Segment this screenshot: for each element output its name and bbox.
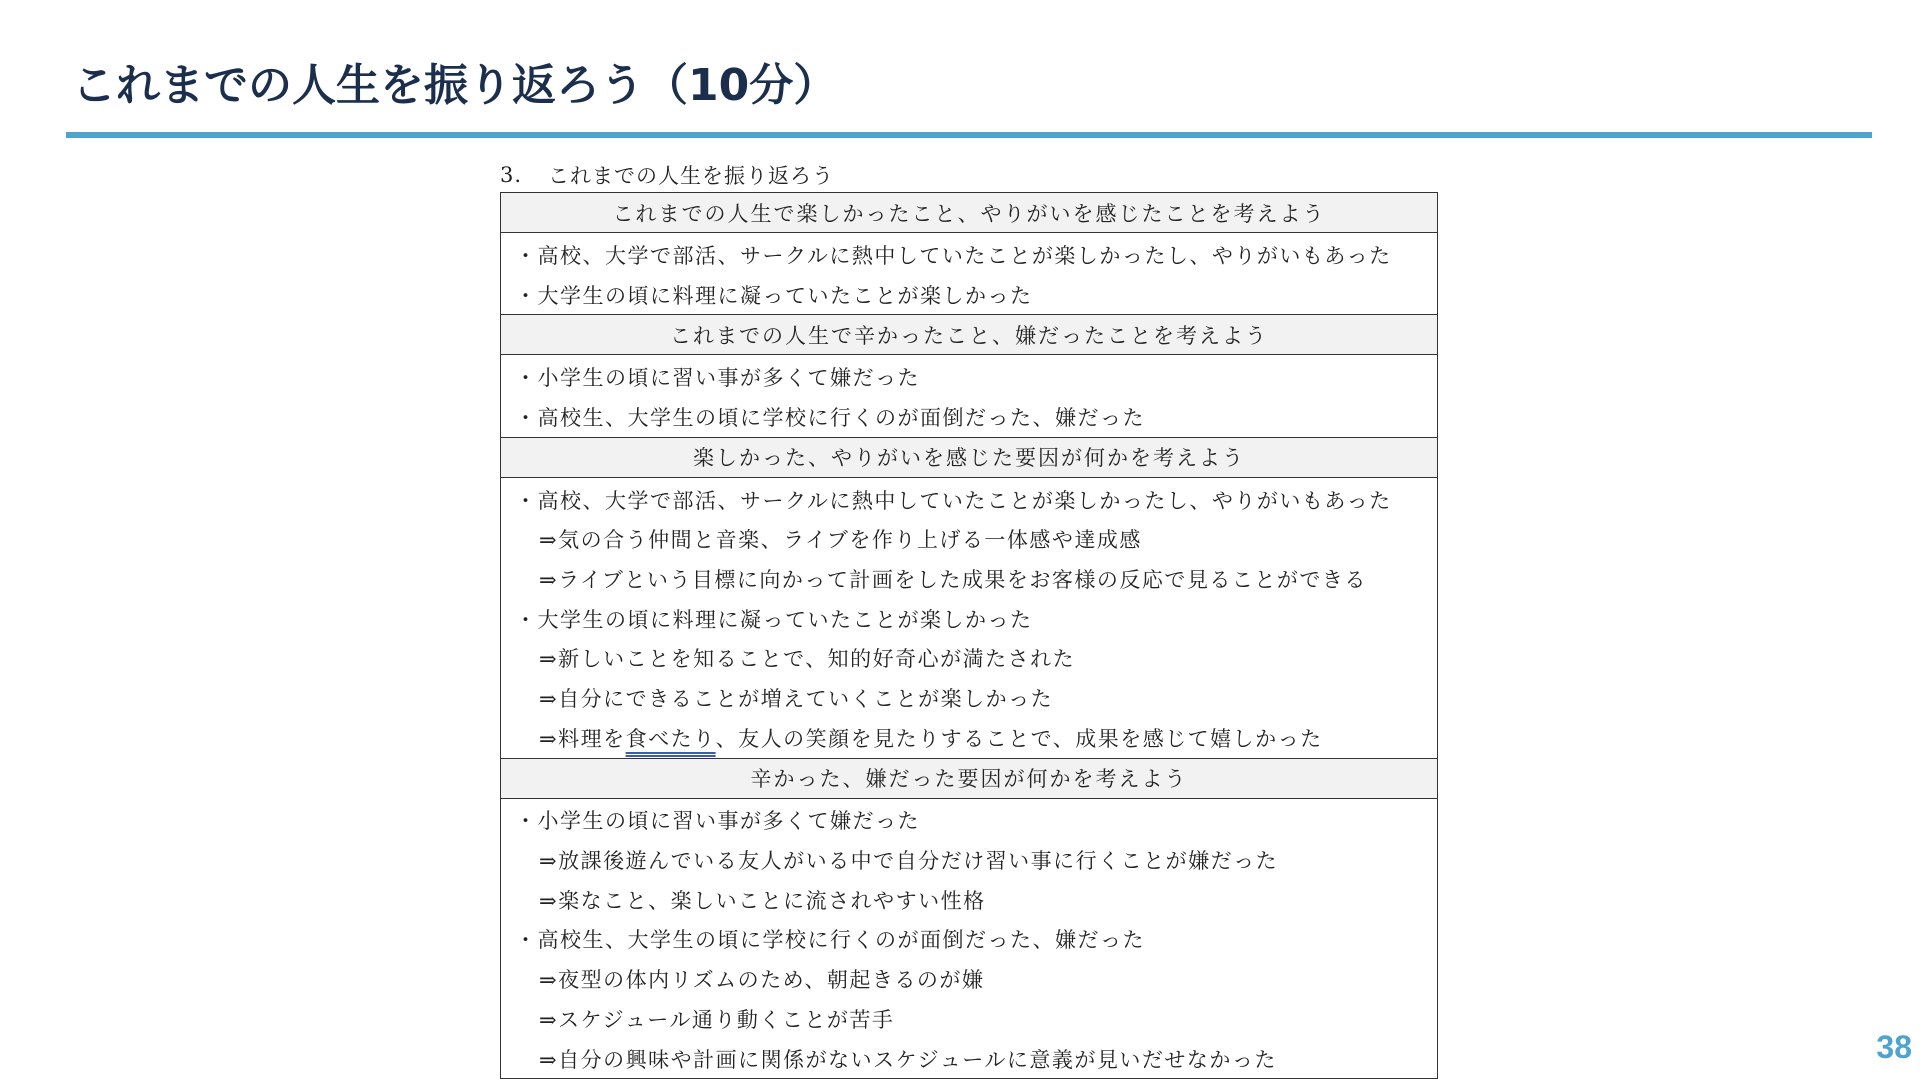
- document-heading-number: 3.: [500, 163, 523, 187]
- table-line: ・小学生の頃に習い事が多くて嫌だった: [515, 366, 920, 391]
- table-line: ⇒ライブという目標に向かって計画をした成果をお客様の反応で見ることができる: [539, 567, 1367, 592]
- table-line-underlined: [501, 718, 1437, 758]
- table-line: ・小学生の頃に習い事が多くて嫌だった: [515, 809, 920, 834]
- slide-title: これまでの人生を振り返ろう（10分）: [72, 60, 838, 111]
- line-text-after: 、友人の笑顔を見たりすることで、成果を感じて嬉しかった: [715, 726, 1323, 751]
- table-line: ・大学生の頃に料理に凝っていたことが楽しかった: [515, 283, 1033, 308]
- table-line: ・高校、大学で部活、サークルに熱中していたことが楽しかったし、やりがいもあった: [515, 488, 1392, 513]
- table-line: ⇒スケジュール通り動くことが苦手: [539, 1007, 895, 1032]
- table-line: ⇒楽なこと、楽しいことに流されやすい性格: [539, 888, 986, 913]
- table-line: ・高校生、大学生の頃に学校に行くのが面倒だった、嫌だった: [515, 405, 1145, 430]
- table-line: ・高校、大学で部活、サークルに熱中していたことが楽しかったし、やりがいもあった: [515, 243, 1392, 268]
- underlined-text: 食べたり: [625, 726, 716, 751]
- document-image: [500, 158, 1438, 1079]
- table-line: ⇒放課後遊んでいる友人がいる中で自分だけ習い事に行くことが嫌だった: [539, 849, 1279, 874]
- section-header-enjoyable: これまでの人生で楽しかったこと、やりがいを感じたことを考えよう: [501, 193, 1437, 233]
- section-body-enjoyable: [501, 233, 1437, 315]
- document-heading: [500, 158, 1438, 192]
- table-line: ⇒自分にできることが増えていくことが楽しかった: [539, 687, 1054, 712]
- section-header-hard: これまでの人生で辛かったこと、嫌だったことを考えよう: [501, 315, 1437, 355]
- section-body-hard-factors: [501, 799, 1437, 1079]
- section-header-hard-factors: 辛かった、嫌だった要因が何かを考えよう: [501, 759, 1437, 799]
- section-header-enjoyable-factors: 楽しかった、やりがいを感じた要因が何かを考えよう: [501, 438, 1437, 478]
- table-line: ⇒夜型の体内リズムのため、朝起きるのが嫌: [539, 968, 985, 993]
- section-body-hard: [501, 355, 1437, 437]
- title-underline-rule: [66, 132, 1872, 138]
- table-line: ⇒新しいことを知ることで、知的好奇心が満たされた: [539, 647, 1076, 672]
- reflection-table: [500, 192, 1438, 1079]
- table-line: ・高校生、大学生の頃に学校に行くのが面倒だった、嫌だった: [515, 928, 1145, 953]
- table-line: ⇒自分の興味や計画に関係がないスケジュールに意義が見いだせなかった: [539, 1047, 1277, 1072]
- document-heading-text: これまでの人生を振り返ろう: [548, 164, 834, 188]
- table-line: ・大学生の頃に料理に凝っていたことが楽しかった: [515, 607, 1033, 632]
- line-text-before: ⇒料理を: [539, 726, 626, 751]
- section-body-enjoyable-factors: [501, 478, 1437, 759]
- page-number: 38: [1876, 1029, 1912, 1065]
- table-line: ⇒気の合う仲間と音楽、ライブを作り上げる一体感や達成感: [539, 528, 1142, 553]
